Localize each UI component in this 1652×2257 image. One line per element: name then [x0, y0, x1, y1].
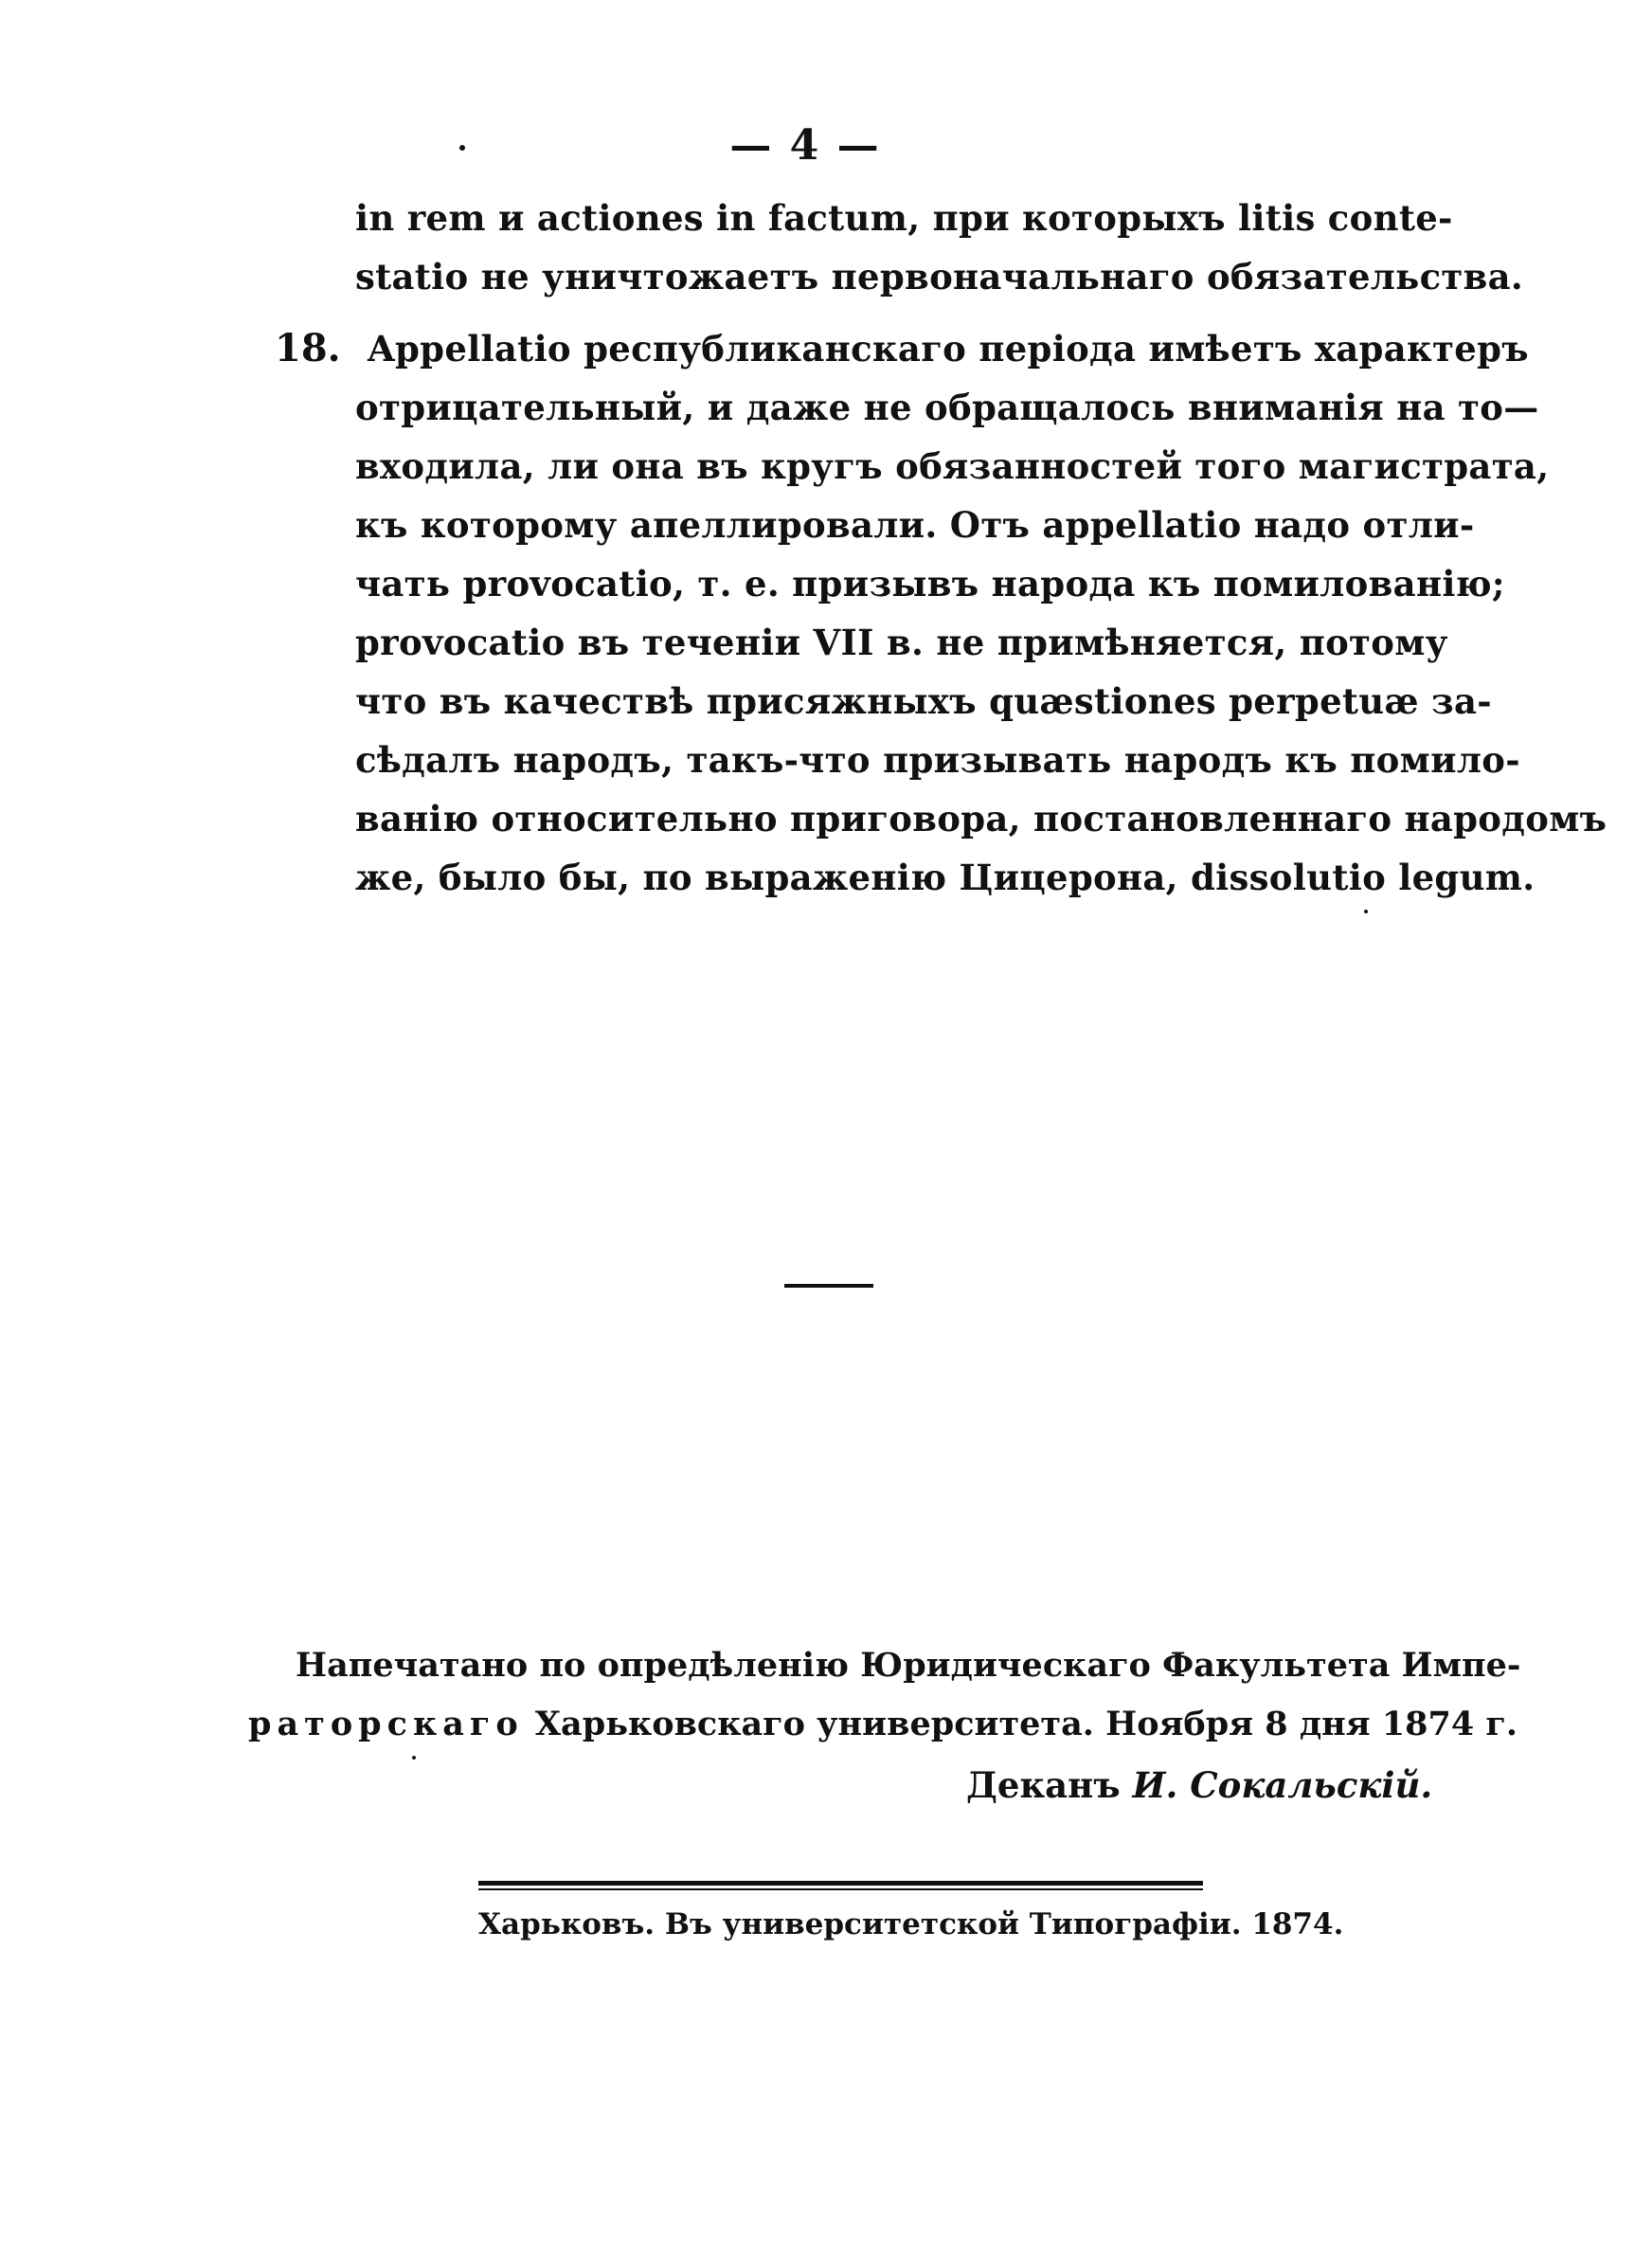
dean-name: И. Сокальскій.	[1132, 1764, 1433, 1806]
imprint-line-2	[248, 1706, 1517, 1743]
text-line: чать provocatio, т. е. призывъ народа къ помилованію;	[355, 563, 1505, 605]
imprint-line-2-rest: Харьковскаго университета. Ноября 8 дня 1874 г.	[523, 1705, 1518, 1743]
dean-signature	[966, 1764, 1432, 1806]
item-number: 18.	[275, 326, 341, 370]
printer-rule-thick	[478, 1881, 1203, 1886]
ink-speck-end	[1364, 910, 1368, 913]
section-separator	[784, 1284, 873, 1288]
text-line: что въ качествѣ присяжныхъ quæstiones perpetuæ за-	[355, 680, 1492, 722]
text-line: къ которому апеллировали. Отъ appellatio надо отли-	[355, 504, 1475, 546]
page-number: — 4 —	[729, 121, 881, 170]
text-line: же, было бы, по выраженію Цицерона, dissolutio legum.	[355, 857, 1535, 898]
text-line: отрицательный, и даже не обращалось вниманія на то—	[355, 387, 1539, 428]
text-line: in rem и actiones in factum, при которыхъ litis conte-	[355, 197, 1453, 239]
ink-speck-imprint	[412, 1756, 416, 1760]
imprint-spaced-word: раторскаго	[248, 1705, 524, 1743]
text-line: входила, ли она въ кругъ обязанностей того магистрата,	[355, 445, 1550, 487]
text-line: statio не уничтожаетъ первоначальнаго обязательства.	[355, 256, 1524, 298]
imprint-line-1: Напечатано по опредѣленію Юридическаго Факультета Импе-	[296, 1646, 1521, 1685]
text-line: сѣдалъ народъ, такъ-что призывать народъ къ помило-	[355, 739, 1520, 781]
printer-line: Харьковъ. Въ университетской Типографіи. 1874.	[478, 1907, 1344, 1941]
ink-speck-top	[459, 145, 465, 151]
text-line: Appellatio республиканскаго періода имѣетъ характеръ	[368, 328, 1529, 370]
dean-title: Деканъ	[966, 1764, 1133, 1806]
printer-rule-thin	[478, 1888, 1203, 1890]
text-line: provocatio въ теченіи VII в. не примѣняется, потому	[355, 622, 1448, 663]
text-line: ванію относительно приговора, постановленнаго народомъ	[355, 798, 1607, 840]
